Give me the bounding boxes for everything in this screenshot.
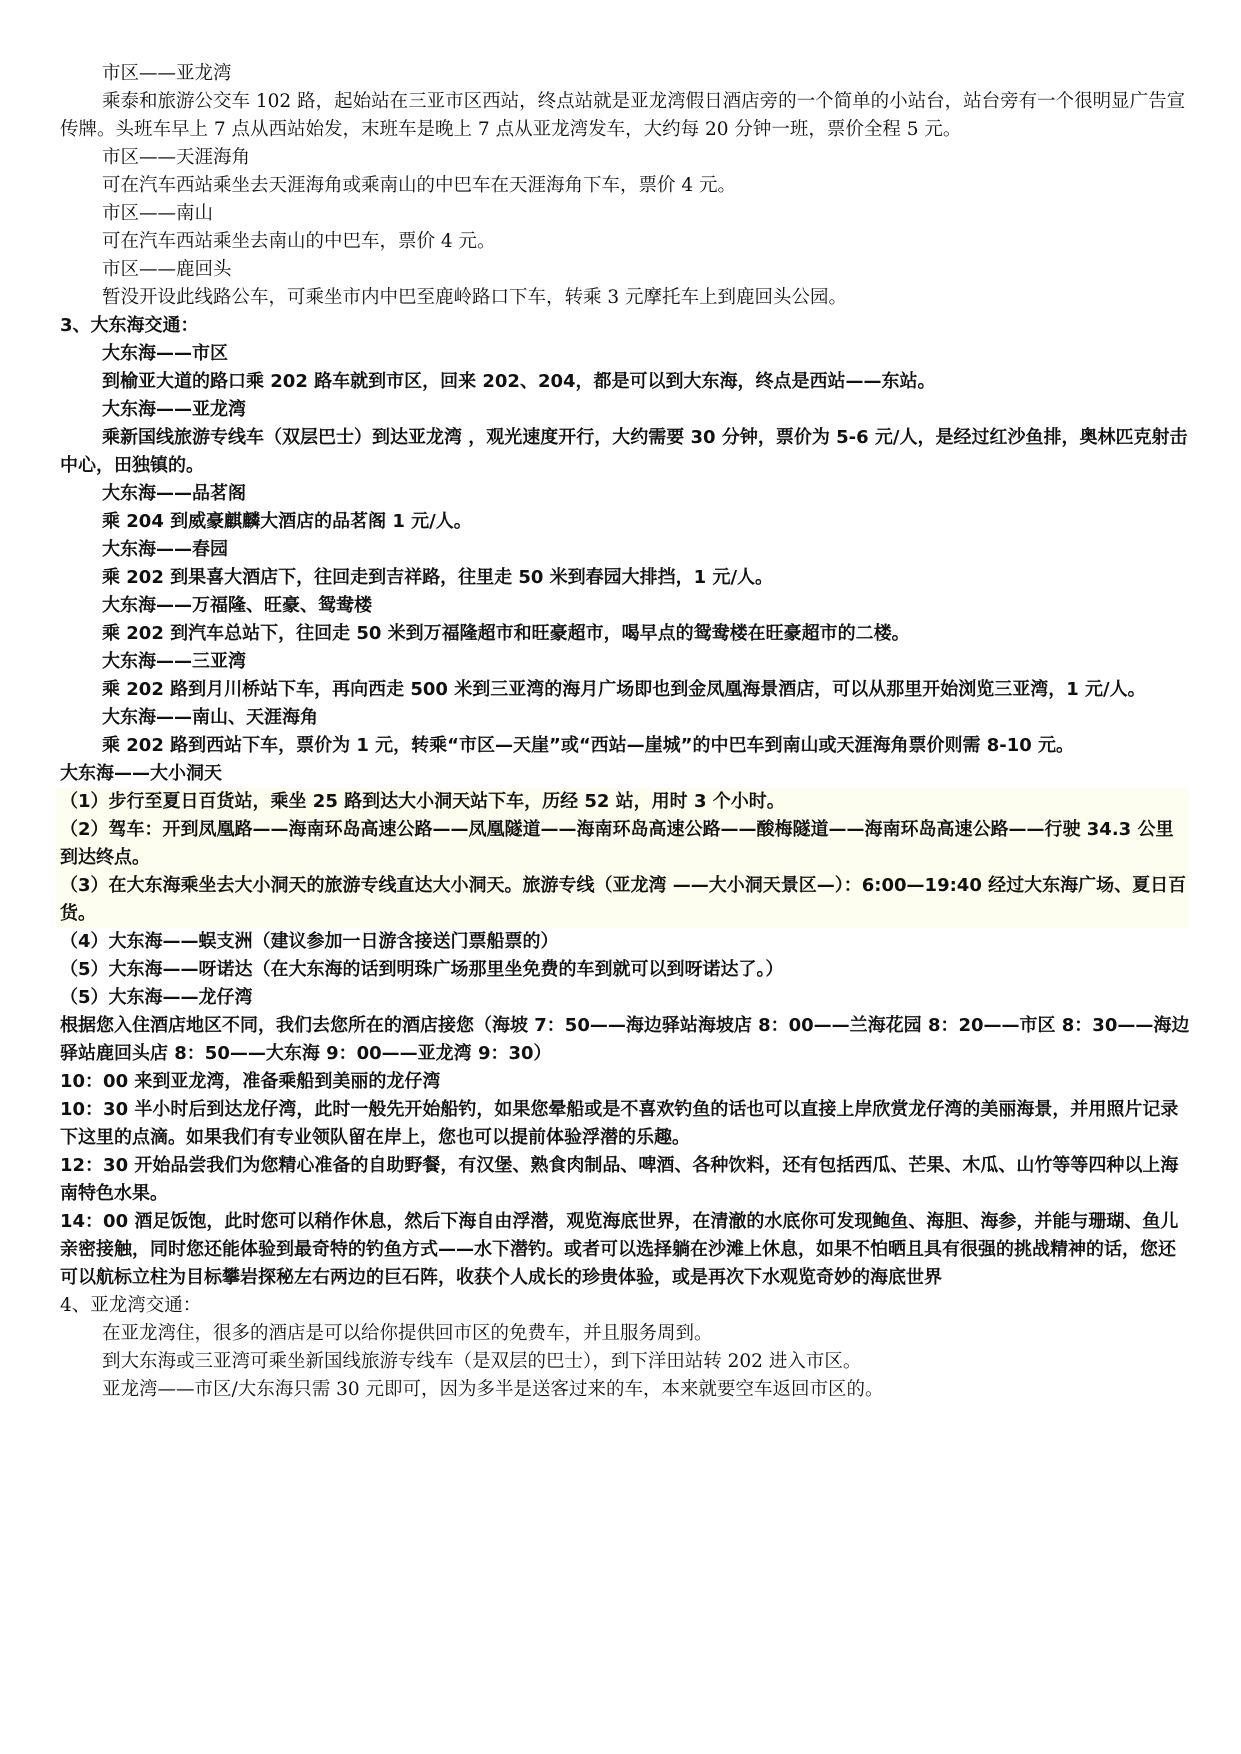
dxdt-option: （1）步行至夏日百货站，乘坐 25 路到达大小洞天站下车，历经 52 站，用时 3 个小时。 [60, 791, 785, 812]
route-heading: 大东海——春园 [102, 539, 228, 560]
itinerary-desc: 开始品尝我们为您精心准备的自助野餐，有汉堡、熟食肉制品、啤酒、各种饮料，还有包括西瓜、芒果、木瓜、山竹等等四种以上海南特色水果。 [60, 1155, 1179, 1204]
itinerary-desc: 来到亚龙湾，准备乘船到美丽的龙仔湾 [134, 1071, 441, 1092]
route-text: 乘新国线旅游专线车（双层巴士）到达亚龙湾 ，观光速度开行，大约需要 30 分钟，票价为 5-6 元/人，是经过红沙鱼排，奥林匹克射击中心，田独镇的。 [60, 427, 1188, 476]
more-route-item: （4）大东海——蜈支洲（建议参加一日游含接送门票船票的） [60, 931, 559, 952]
route-heading: 大东海——品茗阁 [102, 483, 246, 504]
dxdt-option: （2）驾车：开到凤凰路——海南环岛高速公路——凤凰隧道——海南环岛高速公路——酸梅隧道——海南环岛高速公路——行驶 34.3 公里到达终点。 [60, 819, 1174, 868]
route-text: 乘 204 到威豪麒麟大酒店的品茗阁 1 元/人。 [102, 511, 472, 532]
itinerary-item [60, 1096, 1190, 1152]
itinerary-item [60, 1068, 1190, 1096]
itinerary-item [60, 1152, 1190, 1208]
route-heading: 大东海——万福隆、旺豪、鸳鸯楼 [102, 595, 372, 616]
heading-city-yalongwan: 市区——亚龙湾 [102, 63, 232, 84]
route-text: 到榆亚大道的路口乘 202 路车就到市区，回来 202、204，都是可以到大东海，终点是西站——东站。 [102, 371, 936, 392]
paragraph-city-nanshan: 可在汽车西站乘坐去南山的中巴车，票价 4 元。 [102, 231, 496, 252]
itinerary-time: 12：30 [60, 1155, 129, 1176]
route-text: 乘 202 到果喜大酒店下，往回走到吉祥路，往里走 50 米到春园大排挡，1 元/人。 [102, 567, 774, 588]
itinerary-item [60, 1208, 1190, 1292]
heading-city-luhuitou: 市区——鹿回头 [102, 259, 232, 280]
pickup-paragraph: 根据您入住酒店地区不同，我们去您所在的酒店接您（海坡 7：50——海边驿站海坡店 8：00——兰海花园 8：20——市区 8：30——海边驿站鹿回头店 8：50——大东海 9：00——亚龙湾 9：30） [60, 1015, 1190, 1064]
heading-city-tianya: 市区——天涯海角 [102, 147, 251, 168]
itinerary-time: 10：00 [60, 1071, 129, 1092]
route-heading: 大东海——南山、天涯海角 [102, 707, 318, 728]
yalongwan-line: 到大东海或三亚湾可乘坐新国线旅游专线车（是双层的巴士），到下洋田站转 202 进入市区。 [102, 1351, 862, 1372]
more-route-item: （5）大东海——呀诺达（在大东海的话到明珠广场那里坐免费的车到就可以到呀诺达了。） [60, 959, 784, 980]
itinerary-list [60, 1068, 1190, 1292]
itinerary-time: 14：00 [60, 1211, 129, 1232]
more-route-item: （5）大东海——龙仔湾 [60, 987, 253, 1008]
route-heading: 大东海——三亚湾 [102, 651, 246, 672]
heading-city-nanshan: 市区——南山 [102, 203, 214, 224]
yalongwan-line: 在亚龙湾住，很多的酒店是可以给你提供回市区的免费车，并且服务周到。 [102, 1323, 713, 1344]
dadonghai-route-list [60, 340, 1190, 760]
paragraph-city-yalongwan: 乘泰和旅游公交车 102 路，起始站在三亚市区西站，终点站就是亚龙湾假日酒店旁的一个简单的小站台，站台旁有一个很明显广告宣传牌。头班车早上 7 点从西站始发，末班车是晚上 7 点从亚龙湾发车，大约每 20 分钟一班，票价全程 5 元。 [60, 91, 1186, 140]
dxdt-option: （3）在大东海乘坐去大小洞天的旅游专线直达大小洞天。旅游专线（亚龙湾 ——大小洞天景区—）：6:00—19:40 经过大东海广场、夏日百货。 [60, 875, 1187, 924]
route-heading: 大东海——亚龙湾 [102, 399, 246, 420]
itinerary-desc: 半小时后到达龙仔湾，此时一般先开始船钓，如果您晕船或是不喜欢钓鱼的话也可以直接上岸欣赏龙仔湾的美丽海景，并用照片记录下这里的点滴。如果我们有专业领队留在岸上，您也可以提前体验浮潜的乐趣。 [60, 1099, 1179, 1148]
heading-dxdt: 大东海——大小洞天 [60, 763, 222, 784]
route-text: 乘 202 到汽车总站下，往回走 50 米到万福隆超市和旺豪超市，喝早点的鸳鸯楼在旺豪超市的二楼。 [102, 623, 910, 644]
route-heading: 大东海——市区 [102, 343, 228, 364]
itinerary-desc: 酒足饭饱，此时您可以稍作休息，然后下海自由浮潜，观览海底世界，在清澈的水底你可发现鲍鱼、海胆、海参，并能与珊瑚、鱼儿亲密接触，同时您还能体验到最奇特的钓鱼方式——水下潜钓。或者可以选择躺在沙滩上休息，如果不怕晒且具有很强的挑战精神的话，您还可以航标立柱为目标攀岩探秘左右两边的巨石阵，收获个人成长的珍贵体验，或是再次下水观览奇妙的海底世界 [60, 1211, 1179, 1288]
yalongwan-line: 亚龙湾——市区/大东海只需 30 元即可，因为多半是送客过来的车，本来就要空车返回市区的。 [102, 1379, 884, 1400]
section-title-dadonghai: 3、大东海交通： [60, 315, 199, 336]
document-page [60, 60, 1190, 1404]
itinerary-time: 10：30 [60, 1099, 129, 1120]
more-routes-list [60, 928, 1190, 1012]
route-text: 乘 202 路到月川桥站下车，再向西走 500 米到三亚湾的海月广场即也到金凤凰海景酒店，可以从那里开始浏览三亚湾，1 元/人。 [102, 679, 1146, 700]
paragraph-city-luhuitou: 暂没开设此线路公车，可乘坐市内中巴至鹿岭路口下车，转乘 3 元摩托车上到鹿回头公园。 [102, 287, 848, 308]
paragraph-city-tianya: 可在汽车西站乘坐去天涯海角或乘南山的中巴车在天涯海角下车，票价 4 元。 [102, 175, 737, 196]
dxdt-options-block [56, 788, 1190, 928]
route-text: 乘 202 路到西站下车，票价为 1 元，转乘“市区—天崖”或“西站—崖城”的中巴车到南山或天涯海角票价则需 8-10 元。 [102, 735, 1075, 756]
section-title-yalongwan: 4、亚龙湾交通： [60, 1295, 202, 1316]
